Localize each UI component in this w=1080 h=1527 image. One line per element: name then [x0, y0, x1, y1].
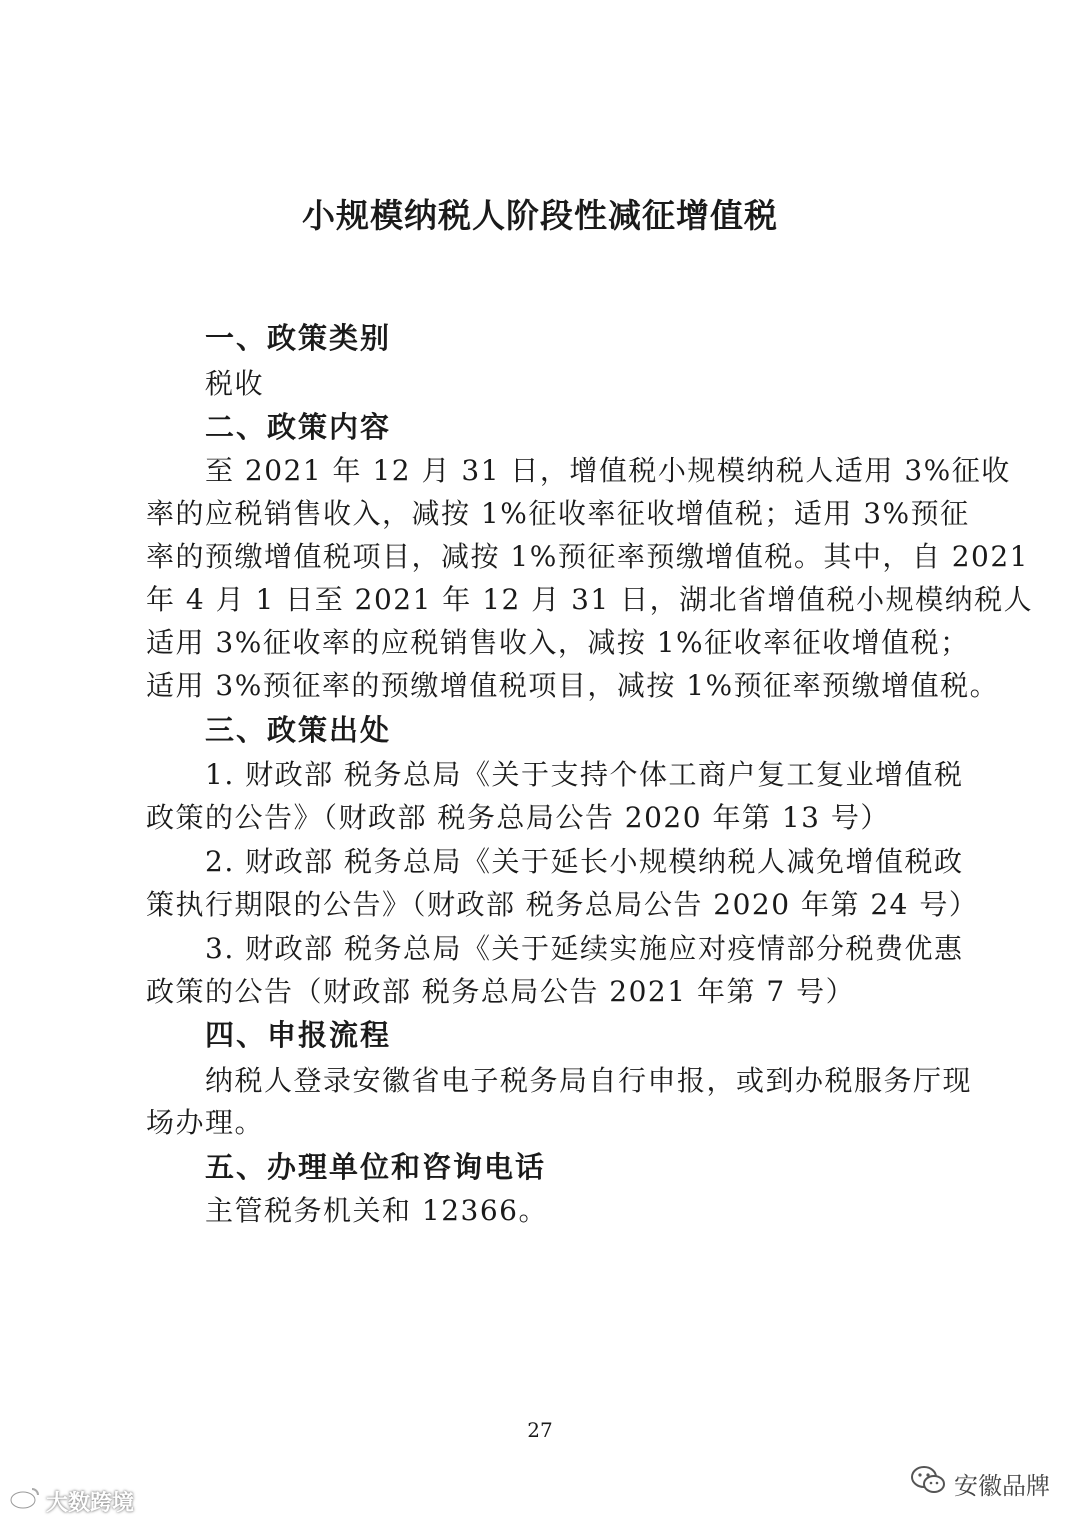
policy-content-line: 适用 3%预征率的预缴增值税项目，减按 1%预征率预缴增值税。 — [146, 669, 1000, 702]
watermark-right — [910, 1465, 1050, 1501]
policy-content-line: 年 4 月 1 日至 2021 年 12 月 31 日，湖北省增值税小规模纳税人 — [146, 583, 1034, 616]
policy-source-item: 3. 财政部 税务总局《关于延续实施应对疫情部分税费优惠 — [205, 932, 964, 965]
page-number: 27 — [527, 1418, 553, 1442]
section-heading-policy-source: 三、政策出处 — [205, 713, 392, 747]
wechat-icon — [910, 1465, 946, 1501]
policy-category-text: 税收 — [205, 367, 265, 400]
watermark-left-text: 大数跨境 — [46, 1490, 135, 1516]
policy-source-item: 2. 财政部 税务总局《关于延长小规模纳税人减免增值税政 — [205, 845, 964, 878]
policy-source-item: 策执行期限的公告》（财政部 税务总局公告 2020 年第 24 号） — [146, 888, 979, 921]
document-title: 小规模纳税人阶段性减征增值税 — [302, 196, 778, 235]
watermark-left — [8, 1485, 134, 1517]
weibo-icon — [8, 1485, 42, 1517]
section-heading-filing-process: 四、申报流程 — [205, 1018, 392, 1052]
policy-source-item: 政策的公告（财政部 税务总局公告 2021 年第 7 号） — [146, 975, 856, 1008]
policy-content-line: 适用 3%征收率的应税销售收入，减按 1%征收率征收增值税； — [146, 626, 970, 659]
section-heading-policy-category: 一、政策类别 — [205, 321, 392, 355]
filing-process-line: 纳税人登录安徽省电子税务局自行申报，或到办税服务厅现 — [205, 1064, 973, 1097]
watermark-right-text: 安徽品牌 — [954, 1471, 1050, 1500]
policy-source-item: 政策的公告》（财政部 税务总局公告 2020 年第 13 号） — [146, 801, 890, 834]
policy-source-item: 1. 财政部 税务总局《关于支持个体工商户复工复业增值税 — [205, 758, 964, 791]
policy-content-line: 至 2021 年 12 月 31 日，增值税小规模纳税人适用 3%征收 — [205, 454, 1011, 487]
section-heading-contact: 五、办理单位和咨询电话 — [205, 1150, 547, 1184]
contact-text: 主管税务机关和 12366。 — [205, 1194, 548, 1227]
filing-process-line: 场办理。 — [146, 1106, 265, 1139]
policy-content-line: 率的预缴增值税项目，减按 1%预征率预缴增值税。其中，自 2021 — [146, 540, 1029, 573]
section-heading-policy-content: 二、政策内容 — [205, 410, 392, 444]
policy-content-line: 率的应税销售收入，减按 1%征收率征收增值税；适用 3%预征 — [146, 497, 970, 530]
